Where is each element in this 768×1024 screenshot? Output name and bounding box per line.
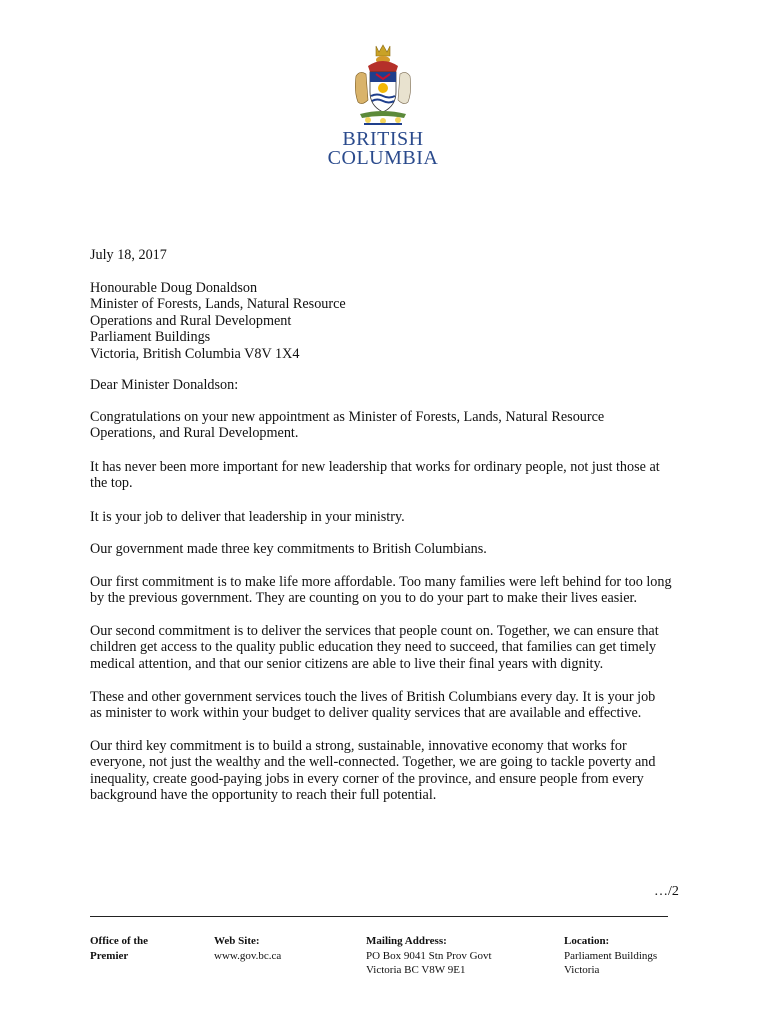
body-paragraph-6: Our second commitment is to deliver the services that people count on. Together, we can ensure that children get access to the quality public education they need to succeed, that families can get timely medical attention, and that our senior citizens are able to live their final years with dignity. [90, 623, 659, 672]
footer-location [564, 934, 657, 978]
footer-mailing-line1: PO Box 9041 Stn Prov Govt [366, 949, 492, 962]
body-paragraph-1: Congratulations on your new appointment as Minister of Forests, Lands, Natural Resource Operations, and Rural Development. [90, 409, 605, 442]
body-paragraph-5: Our first commitment is to make life more affordable. Too many families were left behind for too long by the previous government. They are counting on you to do your part to make their lives easier. [90, 574, 672, 607]
body-paragraph-4: Our government made three key commitments to British Columbians. [90, 541, 487, 557]
salutation: Dear Minister Donaldson: [90, 377, 239, 393]
body-paragraph-3: It is your job to deliver that leadership in your ministry. [90, 509, 405, 525]
footer-office [90, 934, 148, 963]
footer-website [214, 934, 281, 963]
address-line: Honourable Doug Donaldson [90, 280, 258, 296]
brand-name-line2: COLUMBIA [327, 147, 439, 169]
footer-office-label-line1: Office of the [90, 935, 149, 947]
footer-mailing-label: Mailing Address: [366, 935, 447, 947]
footer-location-label: Location: [564, 935, 610, 947]
page-continuation-marker: …/2 [654, 884, 679, 899]
address-line: Victoria, British Columbia V8V 1X4 [90, 345, 300, 362]
footer-website-label: Web Site: [214, 935, 260, 947]
body-paragraph-2: It has never been more important for new leadership that works for ordinary people, not just those at the top. [90, 459, 660, 492]
footer-location-line2: Victoria [564, 964, 600, 976]
brand-name-line1: BRITISH [342, 128, 424, 150]
address-line: Operations and Rural Development [90, 312, 292, 329]
footer-mailing-address [366, 934, 492, 978]
footer-location-line1: Parliament Buildings [564, 949, 658, 962]
footer-mailing-line2: Victoria BC V8W 9E1 [366, 964, 466, 976]
body-paragraph-7: These and other government services touch the lives of British Columbians every day. It is your job as minister to work within your budget to deliver quality services that are available and effective. [90, 689, 656, 722]
address-line: Parliament Buildings [90, 329, 211, 346]
footer-divider [90, 916, 668, 917]
body-paragraph-8: Our third key commitment is to build a strong, sustainable, innovative economy that works for everyone, not just the wealthy and the well-connected. Together, we are going to tackle poverty and inequality, create good-paying jobs in every corner of the province, and ensure people from every background have the opportunity to reach their full potential. [90, 738, 656, 804]
footer-office-label-line2: Premier [90, 949, 129, 962]
coat-of-arms-icon [346, 42, 420, 128]
address-line: Minister of Forests, Lands, Natural Resource [90, 296, 346, 313]
letter-date: July 18, 2017 [90, 247, 167, 263]
footer-website-link[interactable]: www.gov.bc.ca [214, 949, 282, 962]
recipient-address [90, 280, 346, 362]
